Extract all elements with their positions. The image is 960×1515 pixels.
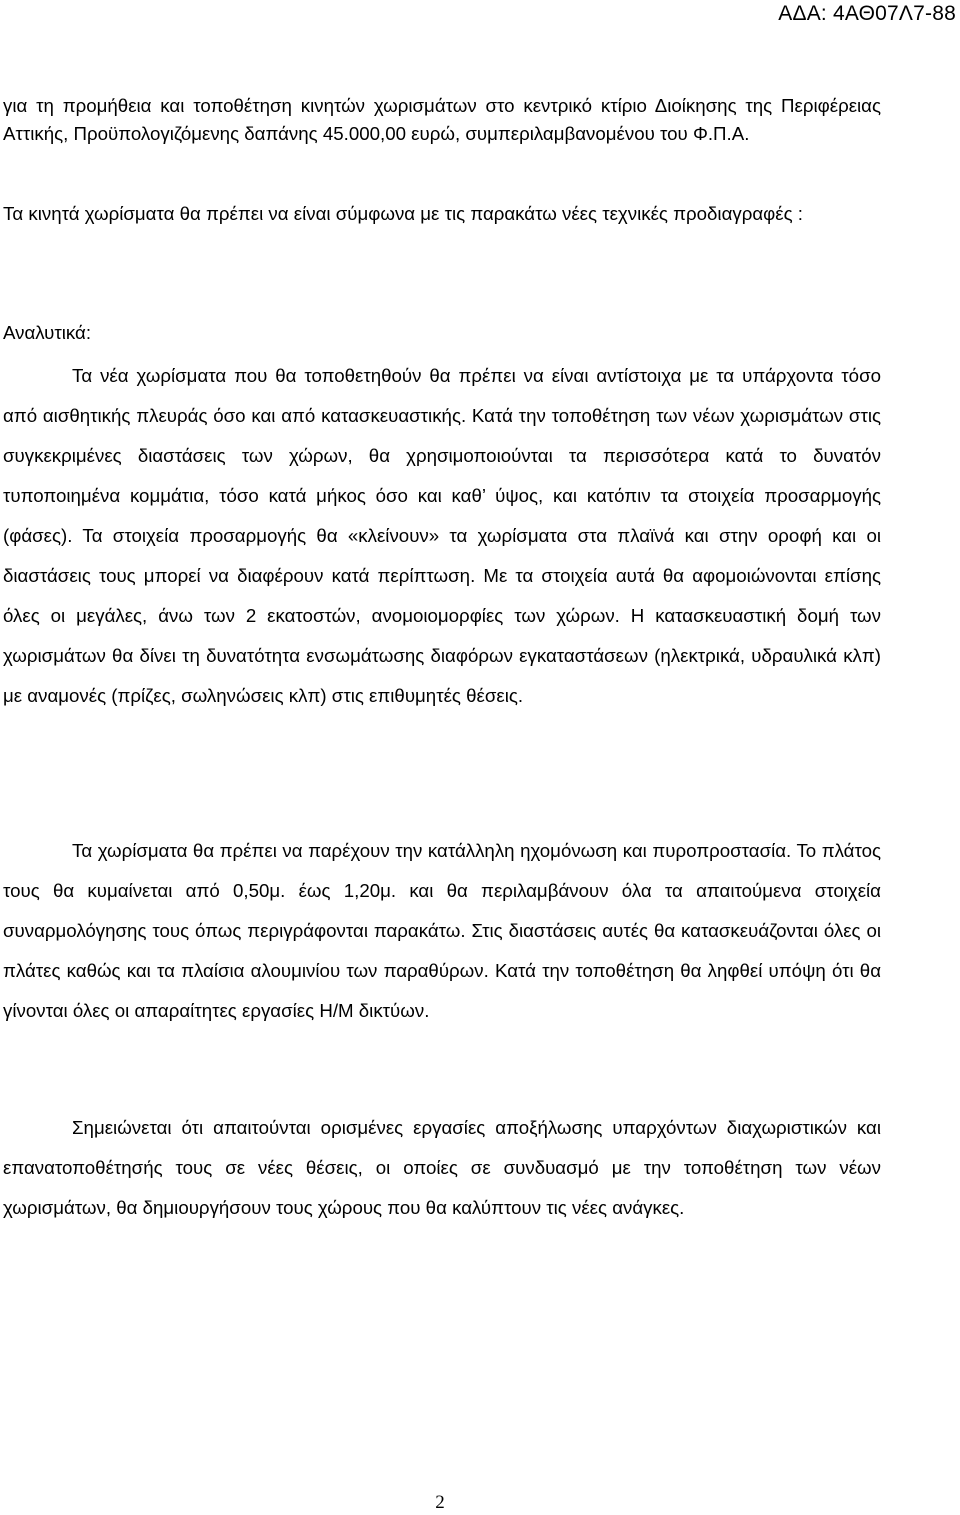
details-paragraph: Τα νέα χωρίσματα που θα τοποθετηθούν θα πρέπει να είναι αντίστοιχα με τα υπάρχοντα τόσο από αισθητικής πλευράς όσο και από κατασκευαστικής. Κατά την τοποθέτηση των νέων χωρισμάτων στις συγκεκριμένες διαστάσεις των χώρων, θα χρησιμοποιούνται τα περισσότερα κατά το δυνατόν τυποποιημένα κομμάτια, τόσο κατά μήκος όσο και καθ’ ύψος, και κατόπιν τα στοιχεία προσαρμογής (φάσες). Τα στοιχεία προσαρμογής θα «κλείνουν» τα χωρίσματα στα πλαϊνά και στην οροφή και οι διαστάσεις τους μπορεί να διαφέρουν κατά περίπτωση. Με τα στοιχεία αυτά θα αφομοιώνονται επίσης όλες οι μεγάλες, άνω των 2 εκατοστών, ανομοιομορφίες των χώρων. Η κατασκευαστική δομή των χωρισμάτων θα δίνει τη δυνατότητα ενσωμάτωσης διαφόρων εγκαταστάσεων (ηλεκτρικά, υδραυλικά κλπ) με αναμονές (πρίζες, σωληνώσεις κλπ) στις επιθυμητές θέσεις. xyxy=(3,365,881,706)
specs-intro-paragraph: Τα κινητά χωρίσματα θα πρέπει να είναι σύμφωνα με τις παρακάτω νέες τεχνικές προδιαγραφές : xyxy=(3,203,803,224)
intro-paragraph: για τη προμήθεια και τοποθέτηση κινητών χωρισμάτων στο κεντρικό κτίριο Διοίκησης της Περιφέρειας Αττικής, Προϋπολογιζόμενης δαπάνης 45.000,00 ευρώ, συμπεριλαμβανομένου του Φ.Π.Α. xyxy=(3,95,881,144)
details-heading: Αναλυτικά: xyxy=(3,322,92,343)
soundproofing-paragraph: Τα χωρίσματα θα πρέπει να παρέχουν την κατάλληλη ηχομόνωση και πυροπροστασία. Το πλάτος τους θα κυμαίνεται από 0,50μ. έως 1,20μ. και θα περιλαμβάνουν όλα τα απαιτούμενα στοιχεία συναρμολόγησης τους όπως περιγράφονται παρακάτω. Στις διαστάσεις αυτές θα κατασκευάζονται όλες οι πλάτες καθώς και τα πλαίσια αλουμινίου των παραθύρων. Κατά την τοποθέτηση θα ληφθεί υπόψη ότι θα γίνονται όλες οι απαραίτητες εργασίες Η/Μ δικτύων. xyxy=(3,840,881,1021)
note-paragraph: Σημειώνεται ότι απαιτούνται ορισμένες εργασίες αποξήλωσης υπαρχόντων διαχωριστικών και επανατοποθέτησής τους σε νέες θέσεις, οι οποίες σε συνδυασμό με την τοποθέτηση των νέων χωρισμάτων, θα δημιουργήσουν τους χώρους που θα καλύπτουν τις νέες ανάγκες. xyxy=(3,1117,881,1218)
document-reference-code: ΑΔΑ: 4ΑΘ07Λ7-88 xyxy=(778,2,956,25)
page-number: 2 xyxy=(435,1492,445,1513)
